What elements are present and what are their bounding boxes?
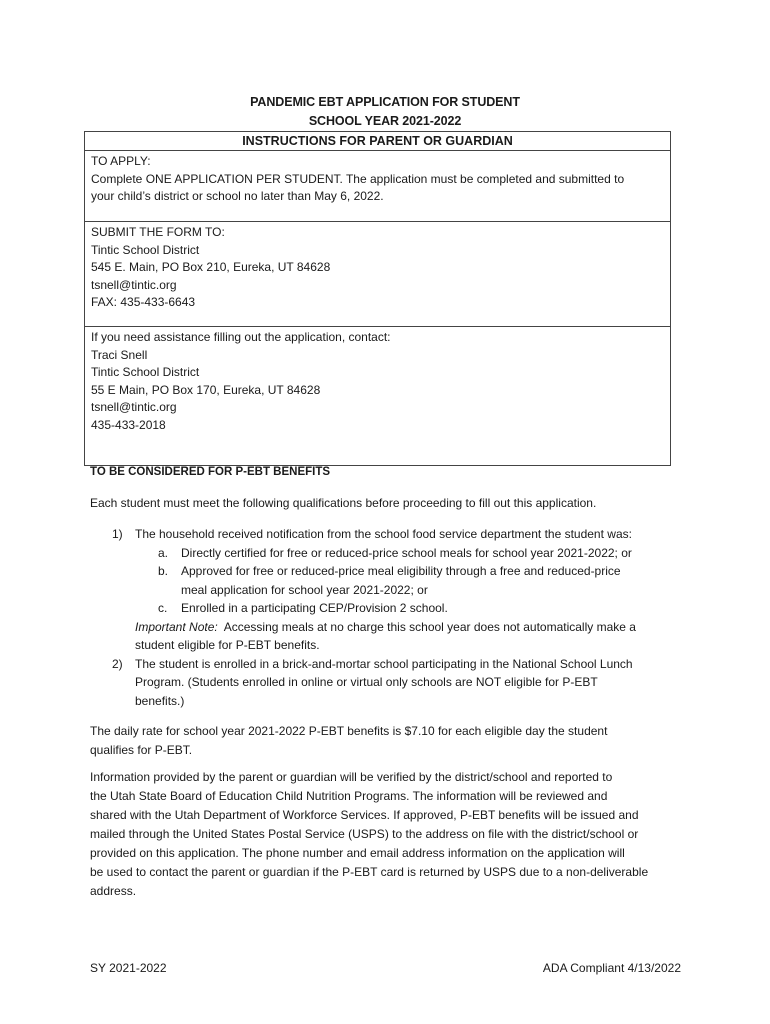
- list-item: [90, 655, 680, 711]
- contact-address: 55 E Main, PO Box 170, Eureka, UT 84628: [91, 382, 321, 397]
- submit-address: 545 E. Main, PO Box 210, Eureka, UT 84628: [91, 260, 331, 274]
- contact-district: Tintic School District: [91, 365, 200, 379]
- submit-section: [84, 221, 671, 327]
- footer-school-year: SY 2021-2022: [90, 961, 167, 975]
- list-item: [90, 525, 680, 544]
- submit-email: tsnell@tintic.org: [91, 277, 177, 292]
- contact-email: tsnell@tintic.org: [91, 400, 177, 414]
- contact-name: Traci Snell: [91, 347, 148, 362]
- list-text: benefits.): [135, 693, 185, 708]
- paragraph-line: qualifies for P-EBT.: [90, 743, 193, 757]
- sub-text: Enrolled in a participating CEP/Provision 2 school.: [181, 601, 448, 615]
- paragraph-line: provided on this application. The phone number and email address information on the application will: [90, 846, 625, 860]
- important-note: [90, 618, 680, 655]
- submit-fax: FAX: 435-433-6643: [91, 295, 196, 309]
- list-text: The student is enrolled in a brick-and-mortar school participating in the National School Lunch: [135, 656, 633, 671]
- sub-letter: b.: [158, 564, 169, 578]
- paragraph-line: be used to contact the parent or guardian if the P-EBT card is returned by USPS due to a non-deliverable: [90, 865, 649, 879]
- paragraph-line: mailed through the United States Postal Service (USPS) to the address on file with the district/school or: [90, 827, 639, 841]
- sub-text: Approved for free or reduced-price meal eligibility through a free and reduced-price: [181, 564, 621, 578]
- paragraph-line: shared with the Utah Department of Workforce Services. If approved, P-EBT benefits will be issued and: [90, 808, 639, 822]
- contact-phone: 435-433-2018: [91, 417, 166, 432]
- sub-letter: c.: [158, 601, 168, 615]
- sub-item: [90, 562, 680, 599]
- note-label: Important Note:: [135, 619, 218, 634]
- submit-label: SUBMIT THE FORM TO:: [91, 225, 225, 239]
- paragraph-line: Information provided by the parent or guardian will be verified by the district/school and reported to: [90, 770, 613, 784]
- list-number: 1): [112, 527, 123, 541]
- daily-rate-paragraph: [90, 722, 680, 760]
- apply-line: Complete ONE APPLICATION PER STUDENT. The application must be completed and submitted to: [91, 171, 625, 186]
- list-text: The household received notification from the school food service department the student was:: [135, 527, 632, 541]
- paragraph-line: The daily rate for school year 2021-2022 P-EBT benefits is $7.10 for each eligible day the student: [90, 724, 608, 738]
- assistance-section: [84, 326, 671, 466]
- sub-item: [90, 544, 680, 563]
- qualification-list: [90, 525, 680, 710]
- verification-paragraph: [90, 768, 680, 901]
- sub-text: meal application for school year 2021-2022; or: [181, 582, 428, 597]
- sub-text: Directly certified for free or reduced-price school meals for school year 2021-2022; or: [181, 545, 632, 560]
- apply-line: your child’s district or school no later than May 6, 2022.: [91, 189, 384, 203]
- list-number: 2): [112, 656, 123, 671]
- document-title: PANDEMIC EBT APPLICATION FOR STUDENT: [250, 95, 520, 109]
- submit-district: Tintic School District: [91, 242, 200, 257]
- list-text: Program. (Students enrolled in online or virtual only schools are NOT eligible for P-EBT: [135, 675, 598, 689]
- assistance-label: If you need assistance filling out the application, contact:: [91, 330, 391, 344]
- benefits-intro: Each student must meet the following qualifications before proceeding to fill out this application.: [90, 496, 597, 510]
- paragraph-line: the Utah State Board of Education Child Nutrition Programs. The information will be reviewed and: [90, 789, 608, 803]
- paragraph-line: address.: [90, 884, 137, 898]
- note-text: student eligible for P-EBT benefits.: [135, 638, 320, 652]
- benefits-heading: TO BE CONSIDERED FOR P-EBT BENEFITS: [90, 466, 331, 478]
- footer-ada-note: ADA Compliant 4/13/2022: [542, 961, 681, 975]
- document-subtitle: SCHOOL YEAR 2021-2022: [308, 114, 462, 128]
- instructions-heading: INSTRUCTIONS FOR PARENT OR GUARDIAN: [84, 131, 671, 151]
- apply-label: TO APPLY:: [91, 154, 151, 168]
- note-text: Accessing meals at no charge this school year does not automatically make a: [217, 619, 636, 634]
- sub-item: [90, 599, 680, 618]
- sub-letter: a.: [158, 545, 169, 560]
- apply-section: [84, 150, 671, 222]
